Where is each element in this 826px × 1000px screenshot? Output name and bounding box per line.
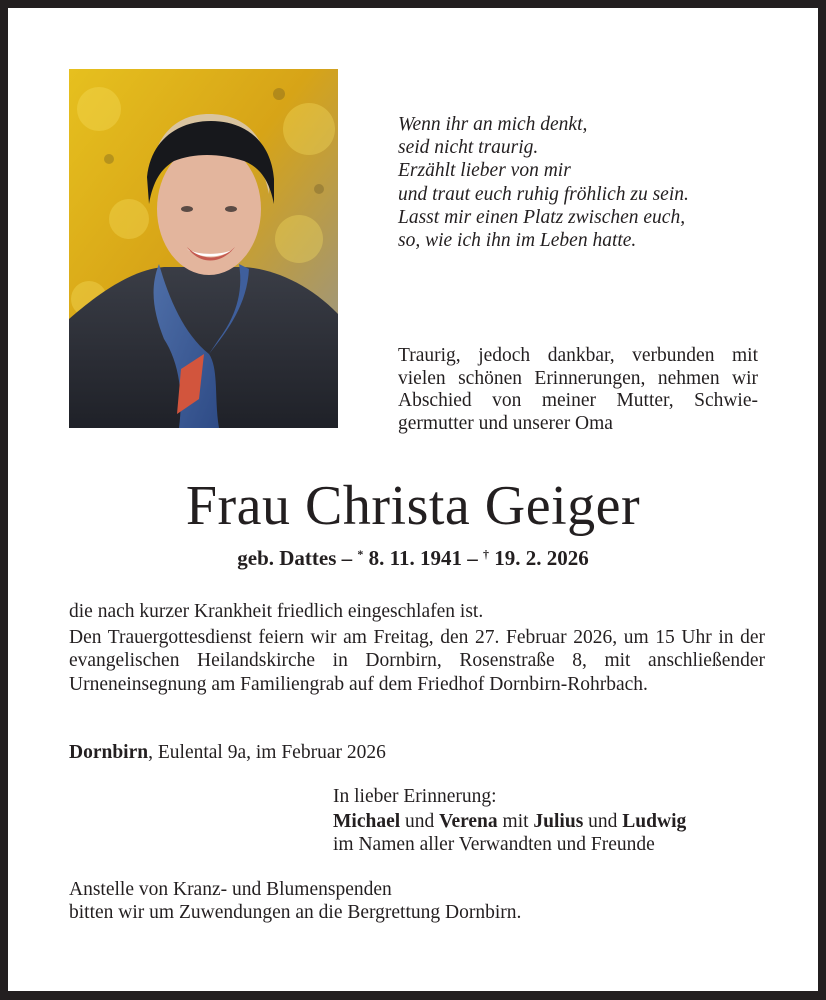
poem-line: Erzählt lieber von mir [398, 160, 571, 182]
poem-line: Lasst mir einen Platz zwischen euch, [398, 206, 686, 228]
intro-paragraph: Traurig, jedoch dankbar, verbunden mit vielen schönen Erinnerungen, nehmen wir Abschied von meiner Mutter, Schwie-germutter und unserer Oma [398, 345, 758, 434]
signer-name: Michael [333, 811, 401, 833]
birth-date: 8. 11. 1941 [363, 546, 462, 570]
conjunction: und [583, 811, 623, 833]
conjunction: und [400, 811, 440, 833]
signers-names [333, 810, 686, 833]
donation-line: Anstelle von Kranz- und Blumenspenden [69, 879, 392, 900]
donation-line: bitten wir um Zuwendungen an die Bergrettung Dornbirn. [69, 902, 522, 924]
place-and-date [69, 741, 386, 764]
portrait-photo [69, 69, 338, 428]
place-city: Dornbirn [69, 742, 149, 763]
poem-line: so, wie ich ihn im Leben hatte. [398, 230, 637, 252]
passing-sentence: die nach kurzer Krankheit friedlich eingeschlafen ist. [69, 601, 484, 622]
maiden-name: geb. Dattes [237, 546, 337, 570]
signers-heading: In lieber Erinnerung: [333, 786, 497, 807]
conjunction: mit [497, 811, 534, 833]
signer-name: Julius [533, 811, 584, 833]
service-details: Den Trauergottesdienst feiern wir am Freitag, den 27. Februar 2026, um 15 Uhr in der evangelischen Heilandskirche in Dornbirn, Rosenstraße 8, mit anschließender Urneneinsegnung am Familiengrab auf dem Friedhof Dornbirn-Rohrbach. [69, 627, 765, 695]
poem-line: seid nicht traurig. [398, 137, 539, 159]
portrait-illustration [69, 69, 338, 428]
signers-closing: im Namen aller Verwandten und Freunde [333, 834, 655, 856]
place-rest: , Eulental 9a, im Februar 2026 [148, 742, 386, 763]
deceased-name: Frau Christa Geiger [185, 475, 641, 537]
poem-line: Wenn ihr an mich denkt, [398, 114, 588, 135]
poem-line: und traut euch ruhig fröhlich zu sein. [398, 183, 689, 205]
signer-name: Ludwig [622, 811, 687, 833]
announcement-body [69, 600, 765, 696]
signers-block [333, 785, 686, 857]
death-cross-icon: † [483, 547, 489, 561]
separator: – [336, 546, 358, 570]
separator: – [462, 546, 483, 570]
obituary-notice [8, 8, 818, 991]
donation-request [69, 878, 521, 924]
memorial-poem [398, 113, 689, 252]
life-dates [0, 540, 826, 572]
birth-star-icon: * [357, 547, 364, 561]
signer-name: Verena [439, 811, 498, 833]
death-date: 19. 2. 2026 [489, 546, 589, 570]
